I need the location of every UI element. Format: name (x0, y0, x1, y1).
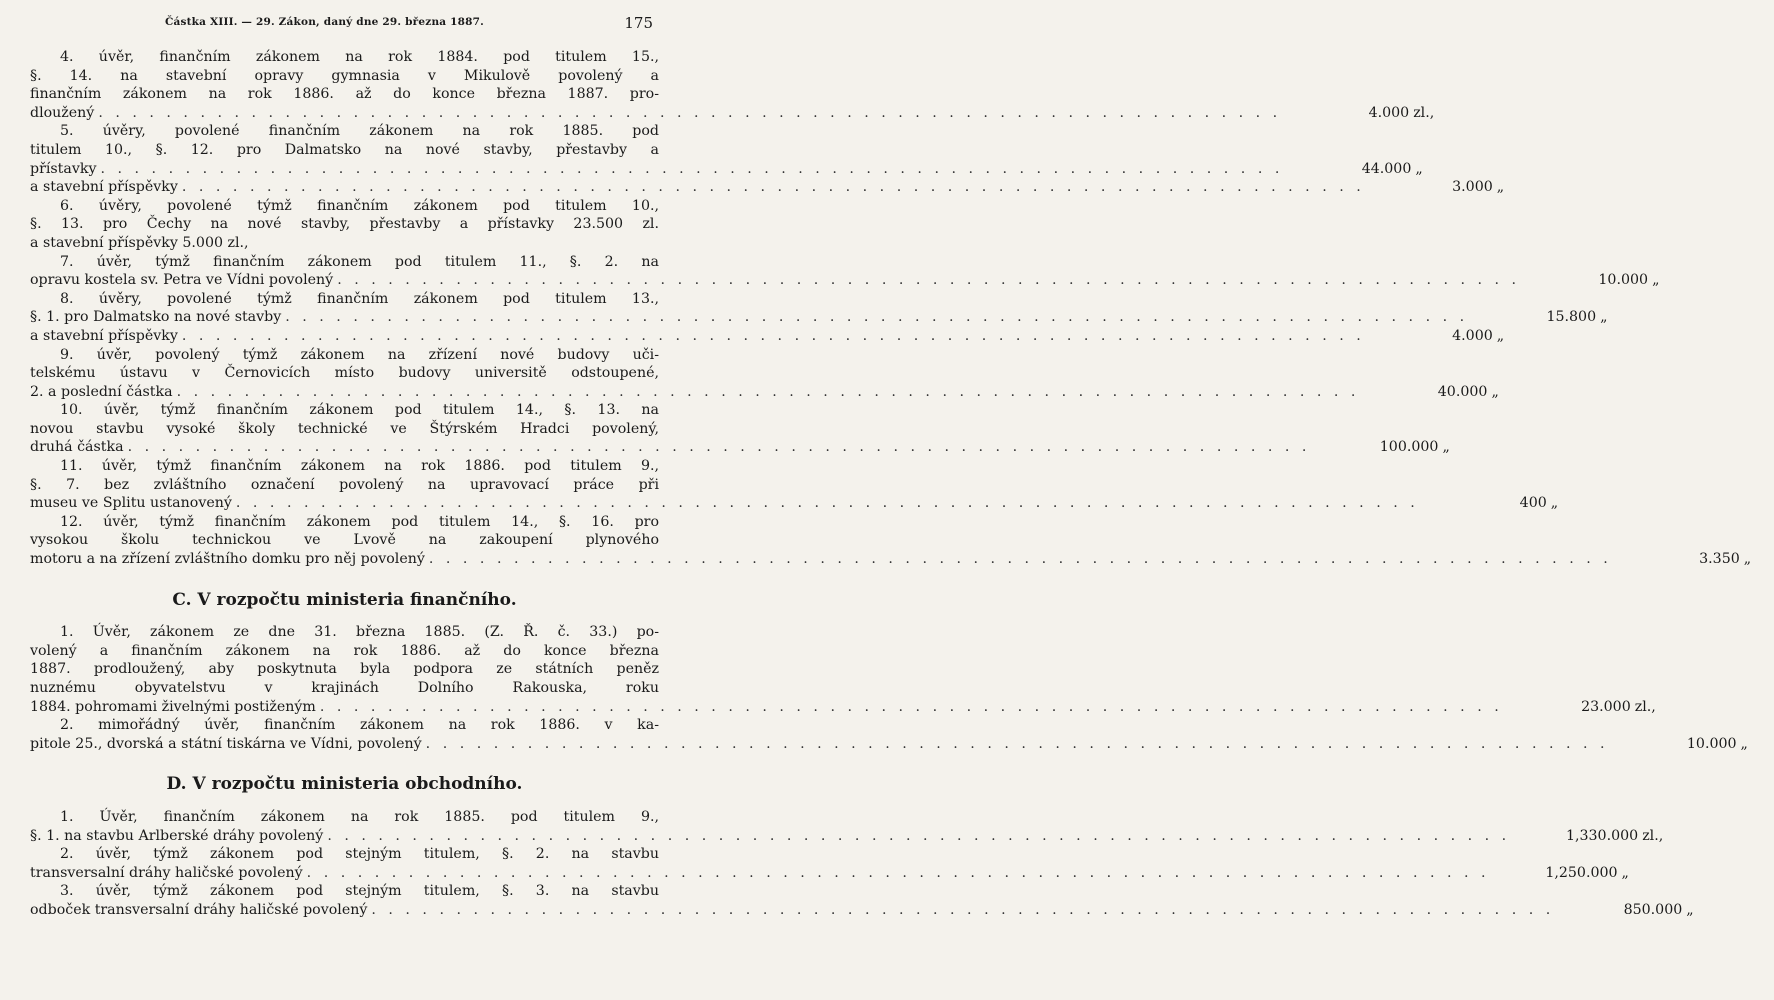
entry-text: 1. Úvěr, zákonem ze dne 31. března 1885. (Z. Ř. č. 33.) po- (60, 624, 659, 641)
entry-text: 5. úvěry, povolené finančním zákonem na rok 1885. pod (60, 123, 659, 140)
entry-text: 10. úvěr, týmž finančním zákonem pod titulem 14., §. 13. na (60, 402, 659, 419)
amount-line (30, 864, 1629, 883)
entry-line (30, 215, 659, 234)
entry-text: a stavební příspěvky (30, 327, 178, 344)
amount-line (30, 827, 1664, 846)
dot-leader (178, 178, 1365, 197)
amount-unit: zl., (1413, 104, 1435, 121)
entry-line (30, 623, 659, 642)
amount-number: 23.000 (1581, 698, 1631, 715)
entry-text: volený a finančním zákonem na rok 1886. až do konce března (30, 642, 659, 659)
amount-value (1359, 383, 1521, 402)
entry-text: 2. mimořádný úvěr, finančním zákonem na rok 1886. v ka- (60, 717, 659, 734)
entry-line (30, 346, 659, 365)
entry-line (30, 457, 659, 476)
dot-leader (333, 271, 1520, 290)
amount-value (1419, 494, 1581, 513)
amount-value (1609, 735, 1771, 754)
page-header (30, 14, 659, 40)
entry-text: §. 1. pro Dalmatsko na nové stavby (30, 309, 282, 326)
entry-text: finančním zákonem na rok 1886. až do konce března 1887. pro- (30, 86, 659, 103)
amount-value (1503, 698, 1665, 717)
entry-line (30, 253, 659, 272)
amount-number: 1,330.000 (1565, 827, 1639, 844)
amount-line (30, 735, 1748, 754)
budget-entry (30, 48, 1435, 122)
entry-text: transversalní dráhy haličské povolený (30, 864, 303, 881)
amount-unit: „ (1550, 495, 1559, 512)
entry-line (30, 48, 659, 67)
amount-number: 3.000 (1452, 179, 1493, 196)
page-number: 175 (624, 14, 653, 32)
entry-line (30, 679, 659, 698)
entry-line (30, 364, 659, 383)
amount-unit: „ (1740, 735, 1748, 752)
budget-entry (30, 197, 659, 253)
entry-line (30, 531, 659, 550)
amount-value (1365, 327, 1527, 346)
entry-text: nuznému obyvatelstvu v krajinách Dolního Rakouska, roku (30, 680, 659, 696)
budget-entry (30, 882, 1694, 919)
amount-unit: „ (1621, 864, 1629, 881)
amount-line (30, 308, 1608, 327)
amount-value (1310, 438, 1472, 457)
amount-line (30, 901, 1694, 920)
entry-text: odboček transversalní dráhy haličské povolený (30, 901, 368, 918)
amount-unit: zl., (1634, 698, 1656, 715)
amount-line (30, 104, 1435, 123)
amount-value (1468, 308, 1630, 327)
entry-line (30, 141, 659, 160)
dot-leader (323, 827, 1510, 846)
entry-text: vysokou školu technickou ve Lvově na zakoupení plynového (30, 532, 659, 549)
amount-line (30, 271, 1660, 290)
budget-entry (30, 401, 1450, 457)
amount-value (1281, 104, 1443, 123)
entry-line (30, 290, 659, 309)
amount-number: 44.000 (1361, 160, 1412, 177)
entry-text: 1887. prodloužený, aby poskytnuta byla podpora ze státních peněz (30, 661, 659, 678)
amount-value (1283, 160, 1445, 179)
dot-leader (303, 864, 1490, 883)
dot-leader (232, 494, 1419, 513)
budget-entry (30, 122, 1505, 196)
dot-leader (425, 550, 1612, 569)
dot-leader (422, 735, 1609, 754)
amount-number: 10.000 (1598, 272, 1649, 289)
entry-line (30, 642, 659, 661)
section-d-heading: D. V rozpočtu ministeria obchodního. (166, 774, 523, 795)
amount-line (30, 383, 1499, 402)
amount-unit: „ (1496, 179, 1505, 196)
entry-line (30, 420, 659, 439)
entry-text: 2. a poslední částka (30, 383, 173, 400)
amount-number: 100.000 (1379, 439, 1439, 456)
entry-line (30, 67, 659, 86)
entry-line (30, 845, 659, 864)
entry-line (30, 85, 659, 104)
amount-unit: „ (1652, 272, 1660, 289)
entry-text: 1. Úvěr, finančním zákonem na rok 1885. pod titulem 9., (60, 808, 659, 825)
amount-value (1520, 271, 1682, 290)
entry-line (30, 716, 659, 735)
amount-number: 40.000 (1437, 383, 1488, 400)
amount-line (30, 438, 1450, 457)
budget-entry (30, 253, 1660, 290)
entry-text: 12. úvěr, týmž finančním zákonem pod titulem 14., §. 16. pro (60, 513, 659, 530)
amount-line (30, 160, 1423, 179)
entry-text: telskému ústavu v Černovicích místo budovy universitě odstoupené, (30, 365, 659, 382)
page-content (30, 48, 1752, 920)
amount-unit: „ (1496, 327, 1505, 344)
entry-text: §. 14. na stavební opravy gymnasia v Mikulově povolený a (30, 67, 659, 84)
entry-text: dloužený (30, 104, 95, 121)
section-b-entries (30, 48, 1752, 569)
amount-number: 400 (1519, 495, 1547, 512)
amount-number: 1,250.000 (1545, 864, 1618, 881)
budget-entry (30, 290, 1608, 346)
dot-leader (316, 698, 1503, 717)
entry-line (30, 234, 659, 253)
dot-leader (367, 901, 1554, 920)
entry-line (30, 197, 659, 216)
dot-leader (96, 160, 1283, 179)
entry-text: 1884. pohromami živelnými postiženým (30, 698, 316, 715)
entry-text: §. 13. pro Čechy na nové stavby, přestavby a přístavky 23.500 zl. (30, 216, 659, 233)
entry-text: přístavky (30, 160, 97, 177)
entry-text: 7. úvěr, týmž finančním zákonem pod titulem 11., §. 2. na (60, 253, 659, 270)
entry-text: 3. úvěr, týmž zákonem pod stejným titulem, §. 3. na stavbu (60, 883, 659, 900)
entry-text: novou stavbu vysoké školy technické ve Štýrském Hradci povolený, (30, 420, 659, 437)
section-c-heading: C. V rozpočtu ministeria finančního. (172, 589, 517, 610)
entry-line (30, 122, 659, 141)
budget-entry (30, 513, 1752, 569)
amount-unit: „ (1743, 551, 1752, 568)
entry-text: druhá částka (30, 439, 124, 456)
entry-text: §. 1. na stavbu Arlberské dráhy povolený (30, 827, 324, 844)
entry-text: museu ve Splitu ustanovený (30, 495, 232, 512)
entry-text: titulem 10., §. 12. pro Dalmatsko na nové stavby, přestavby a (30, 141, 659, 158)
entry-line (30, 401, 659, 420)
entry-text: motoru a na zřízení zvláštního domku pro něj povolený (30, 551, 425, 568)
amount-number: 4.000 (1368, 104, 1410, 121)
budget-entry (30, 808, 1664, 845)
amount-value (1510, 827, 1672, 846)
entry-line (30, 660, 659, 679)
entry-text: 4. úvěr, finančním zákonem na rok 1884. pod titulem 15., (60, 49, 659, 65)
entry-text: a stavební příspěvky (30, 179, 178, 196)
entry-text: 9. úvěr, povolený týmž zákonem na zřízení nové budovy uči- (60, 346, 659, 363)
entry-line (30, 476, 659, 495)
amount-number: 4.000 (1452, 327, 1493, 344)
amount-line (30, 698, 1656, 717)
amount-number: 3.350 (1699, 551, 1740, 568)
amount-unit: „ (1600, 309, 1608, 326)
entry-text: 11. úvěr, týmž finančním zákonem na rok 1886. pod titulem 9., (60, 458, 659, 475)
amount-value (1612, 550, 1774, 569)
entry-text: 8. úvěry, povolené týmž finančním zákonem pod titulem 13., (60, 290, 659, 307)
running-title: Částka XIII. — 29. Zákon, daný dne 29. března 1887. (164, 16, 485, 28)
budget-entry (30, 845, 1629, 882)
entry-line (30, 882, 659, 901)
amount-line (30, 494, 1559, 513)
entry-text: opravu kostela sv. Petra ve Vídni povolený (30, 272, 334, 289)
budget-entry (30, 623, 1656, 716)
amount-number: 850.000 (1623, 901, 1683, 918)
section-d-entries (30, 808, 1694, 920)
dot-leader (94, 104, 1281, 123)
dot-leader (124, 438, 1311, 457)
amount-unit: „ (1686, 901, 1694, 918)
dot-leader (178, 327, 1365, 346)
amount-number: 10.000 (1686, 735, 1737, 752)
budget-entry (30, 457, 1559, 513)
dot-leader (281, 308, 1468, 327)
budget-entry (30, 716, 1748, 753)
entry-text: §. 7. bez zvláštního označení povolený na upravovací práce při (30, 476, 659, 493)
amount-line (30, 550, 1752, 569)
amount-unit: zl., (1642, 827, 1664, 844)
entry-text: 2. úvěr, týmž zákonem pod stejným titulem, §. 2. na stavbu (60, 846, 659, 863)
entry-line (30, 513, 659, 532)
entry-line (30, 808, 659, 827)
amount-line (30, 327, 1505, 346)
amount-value (1554, 901, 1716, 920)
dot-leader (173, 383, 1360, 402)
amount-unit: „ (1442, 439, 1450, 456)
section-c-entries (30, 623, 1748, 753)
amount-unit: „ (1491, 383, 1499, 400)
entry-text: a stavební příspěvky 5.000 zl., (30, 234, 249, 251)
amount-value (1365, 178, 1527, 197)
amount-unit: „ (1415, 160, 1423, 177)
entry-text: 6. úvěry, povolené týmž finančním zákonem pod titulem 10., (60, 197, 659, 214)
amount-line (30, 178, 1505, 197)
amount-number: 15.800 (1546, 309, 1597, 326)
budget-entry (30, 346, 1499, 402)
amount-value (1490, 864, 1652, 883)
entry-text: pitole 25., dvorská a státní tiskárna ve Vídni, povolený (30, 735, 422, 752)
